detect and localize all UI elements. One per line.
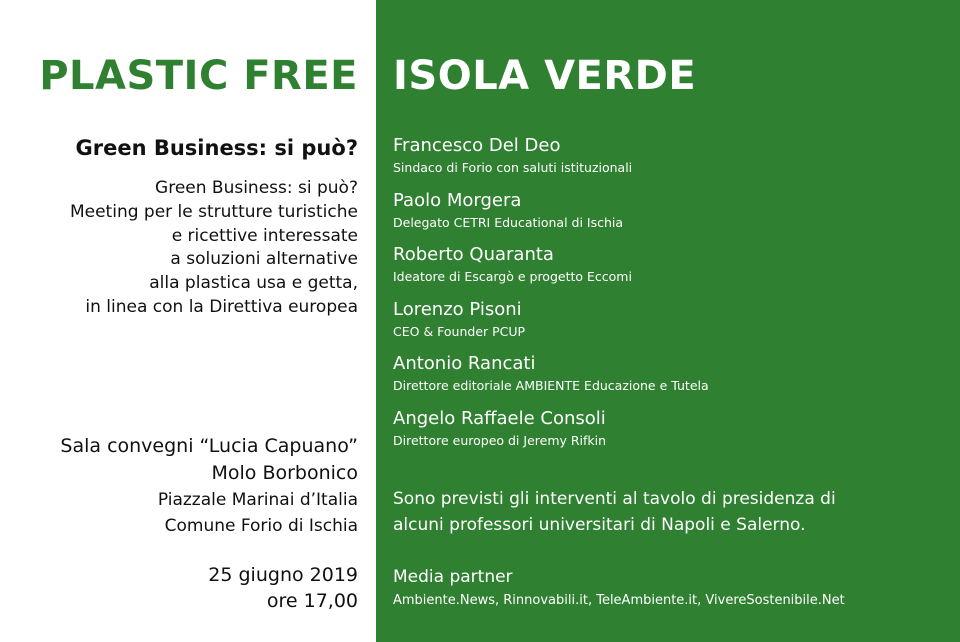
- speaker-name: Antonio Rancati: [393, 353, 536, 375]
- speaker-name: Paolo Morgera: [393, 189, 522, 211]
- media-partner-list: Ambiente.News, Rinnovabili.it, TeleAmbiente.it, VivereSostenibile.Net: [393, 593, 845, 608]
- event-venue: [8, 433, 358, 539]
- speaker-role: Direttore europeo di Jeremy Rifkin: [393, 432, 607, 448]
- speaker-role: Delegato CETRI Educational di Ischia: [393, 214, 624, 230]
- description-line: alla plastica usa e getta,: [149, 273, 358, 294]
- title-isola-verde: ISOLA VERDE: [393, 53, 697, 99]
- speaker-item: [393, 299, 953, 354]
- speaker-name: Angelo Raffaele Consoli: [393, 407, 606, 429]
- event-subtitle: Green Business: si può?: [75, 136, 358, 160]
- speaker-name: Francesco Del Deo: [393, 135, 561, 156]
- venue-line: Comune Forio di Ischia: [164, 516, 358, 536]
- speaker-role: Sindaco di Forio con saluti istituzionali: [393, 160, 633, 175]
- description-line: in linea con la Direttiva europea: [85, 296, 358, 317]
- presidency-note: [393, 486, 953, 538]
- venue-line: Molo Borbonico: [211, 462, 358, 484]
- speaker-name: Roberto Quaranta: [393, 244, 554, 266]
- speaker-item: [393, 353, 953, 408]
- event-time: ore 17,00: [266, 590, 358, 612]
- speaker-name: Lorenzo Pisoni: [393, 298, 522, 320]
- description-line: a soluzioni alternative: [170, 249, 358, 270]
- speaker-item: [393, 408, 953, 463]
- speaker-list: [393, 135, 953, 463]
- right-panel: [376, 0, 960, 642]
- title-plastic-free: PLASTIC FREE: [39, 53, 358, 99]
- speaker-role: Direttore editoriale AMBIENTE Educazione e Tutela: [393, 378, 709, 394]
- note-line: alcuni professori universitari di Napoli e Salerno.: [393, 515, 806, 535]
- speaker-item: [393, 135, 953, 190]
- event-datetime: [18, 562, 358, 614]
- speaker-role: CEO & Founder PCUP: [393, 323, 526, 339]
- left-panel: [0, 0, 376, 642]
- speaker-item: [393, 244, 953, 299]
- media-partner-section: [393, 565, 953, 613]
- venue-line: Sala convegni “Lucia Capuano”: [60, 435, 358, 457]
- media-partner-label: Media partner: [393, 567, 513, 587]
- event-date: 25 giugno 2019: [208, 564, 358, 586]
- description-line: e ricettive interessate: [171, 225, 358, 246]
- note-line: Sono previsti gli interventi al tavolo di presidenza di: [393, 489, 836, 509]
- speaker-role: Ideatore di Escargò e progetto Eccomi: [393, 269, 632, 285]
- description-line: Meeting per le strutture turistiche: [69, 201, 358, 222]
- venue-line: Piazzale Marinai d’Italia: [157, 490, 358, 510]
- event-description: [18, 177, 358, 320]
- description-line: Green Business: si può?: [155, 178, 358, 198]
- speaker-item: [393, 190, 953, 245]
